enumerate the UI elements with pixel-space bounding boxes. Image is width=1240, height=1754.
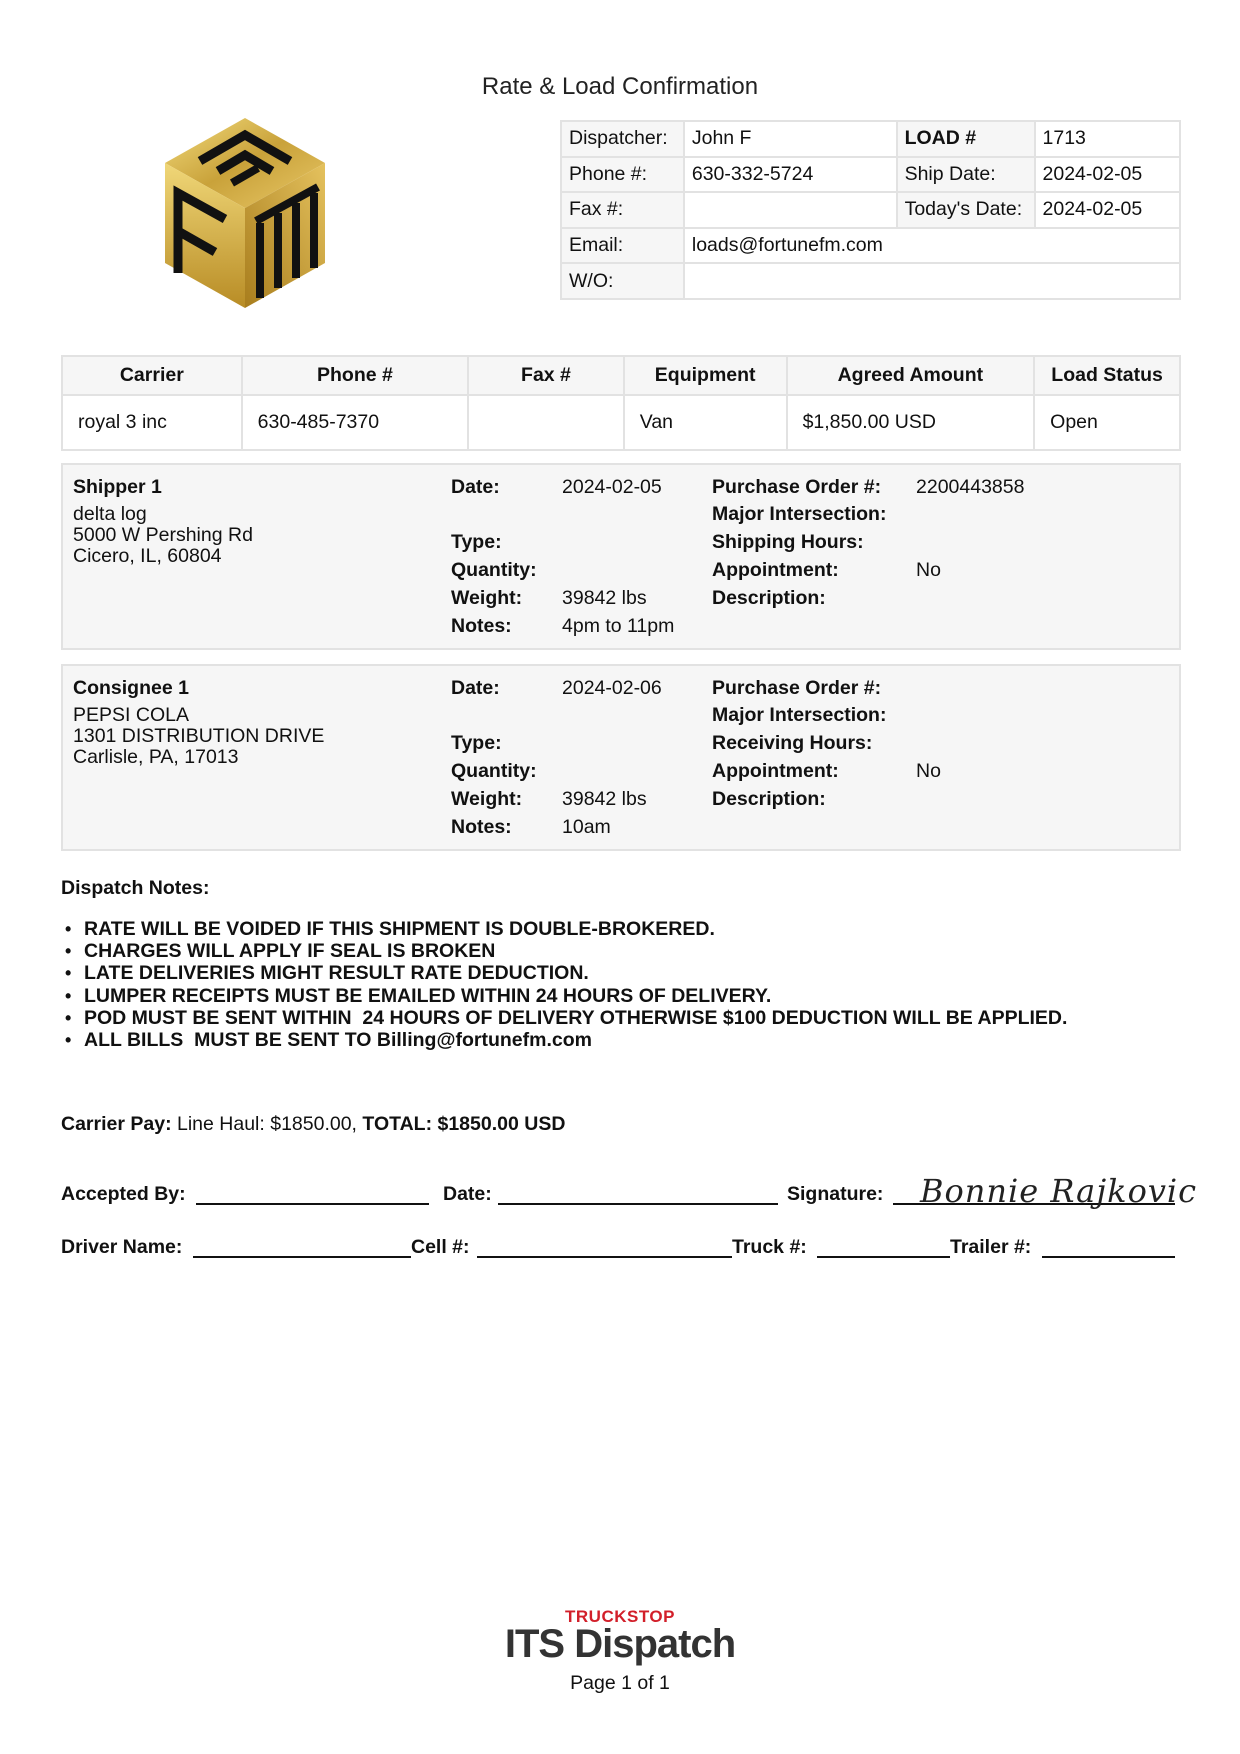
shipper-weight-label: Weight: (451, 587, 523, 609)
todays-date-value: 2024-02-05 (1035, 192, 1181, 228)
dispatch-notes-list (61, 918, 1067, 1051)
consignee-quantity-label: Quantity: (451, 760, 537, 782)
list-item: • ALL BILLS MUST BE SENT TO Billing@fortunefm.com (61, 1029, 1067, 1051)
email-value[interactable]: loads@fortunefm.com (684, 228, 1180, 264)
carrier-pay-line-haul: Line Haul: $1850.00, (171, 1113, 363, 1135)
consignee-type-label: Type: (451, 732, 502, 754)
header-load-status: Load Status (1034, 356, 1180, 395)
consignee-appointment: No (916, 760, 941, 782)
shipper-block (61, 463, 1181, 650)
carrier-table (61, 355, 1181, 451)
consignee-date-label: Date: (451, 677, 500, 699)
driver-name-field[interactable] (193, 1256, 411, 1258)
signature-label: Signature: (787, 1183, 884, 1205)
carrier-fax (468, 395, 624, 450)
shipper-address-line1: 5000 W Pershing Rd (73, 524, 253, 546)
consignee-appointment-label: Appointment: (712, 760, 839, 782)
shipper-date: 2024-02-05 (562, 476, 662, 498)
phone-value: 630-332-5724 (684, 157, 897, 193)
consignee-address-line2: Carlisle, PA, 17013 (73, 746, 239, 768)
header-agreed-amount: Agreed Amount (787, 356, 1035, 395)
consignee-description-label: Description: (712, 788, 826, 810)
consignee-block (61, 664, 1181, 851)
carrier-phone: 630-485-7370 (242, 395, 469, 450)
carrier-table-header (62, 356, 1180, 395)
header-carrier: Carrier (62, 356, 242, 395)
document-title: Rate & Load Confirmation (481, 73, 759, 100)
dispatcher-value: John F (684, 121, 897, 157)
shipper-date-label: Date: (451, 476, 500, 498)
shipper-description-label: Description: (712, 587, 826, 609)
shipper-type-label: Type: (451, 531, 502, 553)
header-phone: Phone # (242, 356, 469, 395)
carrier-name: royal 3 inc (62, 395, 242, 450)
shipper-notes-label: Notes: (451, 615, 512, 637)
footer-brand: TRUCKSTOP (565, 1607, 675, 1626)
dispatch-notes-title: Dispatch Notes: (61, 877, 210, 899)
carrier-pay-label: Carrier Pay: (61, 1113, 172, 1135)
shipper-appointment: No (916, 559, 941, 581)
carrier-equipment: Van (624, 395, 787, 450)
shipper-intersection-label: Major Intersection: (712, 503, 887, 525)
list-item: • LATE DELIVERIES MIGHT RESULT RATE DEDUCTION. (61, 962, 1067, 984)
shipper-title: Shipper 1 (73, 476, 162, 498)
shipper-address-line2: Cicero, IL, 60804 (73, 545, 222, 567)
dispatcher-label: Dispatcher: (561, 121, 684, 157)
list-item: • CHARGES WILL APPLY IF SEAL IS BROKEN (61, 940, 1067, 962)
page-number: Page 1 of 1 (570, 1672, 670, 1694)
shipper-appointment-label: Appointment: (712, 559, 839, 581)
header-equipment: Equipment (624, 356, 787, 395)
shipper-quantity-label: Quantity: (451, 559, 537, 581)
company-logo (150, 113, 340, 313)
shipper-weight: 39842 lbs (562, 587, 647, 609)
truck-field[interactable] (817, 1256, 950, 1258)
consignee-hours-label: Receiving Hours: (712, 732, 873, 754)
truck-label: Truck #: (732, 1236, 807, 1258)
consignee-po-label: Purchase Order #: (712, 677, 882, 699)
ship-date-value: 2024-02-05 (1035, 157, 1181, 193)
email-label: Email: (561, 228, 684, 264)
ship-date-label: Ship Date: (897, 157, 1035, 193)
list-item: • RATE WILL BE VOIDED IF THIS SHIPMENT IS DOUBLE-BROKERED. (61, 918, 1067, 940)
wo-label: W/O: (561, 263, 684, 299)
cell-label: Cell #: (411, 1236, 470, 1258)
shipper-hours-label: Shipping Hours: (712, 531, 864, 553)
carrier-pay (61, 1113, 565, 1136)
consignee-name: PEPSI COLA (73, 704, 189, 726)
shipper-po-label: Purchase Order #: (712, 476, 882, 498)
handwritten-signature: Bonnie Rajkovic (920, 1172, 1198, 1210)
accept-date-field[interactable] (498, 1203, 778, 1205)
table-row (62, 395, 1180, 450)
carrier-load-status: Open (1034, 395, 1180, 450)
wo-value (684, 263, 1180, 299)
header-fax: Fax # (468, 356, 624, 395)
cell-field[interactable] (477, 1256, 732, 1258)
accepted-by-field[interactable] (196, 1203, 429, 1205)
driver-name-label: Driver Name: (61, 1236, 183, 1258)
consignee-address-line1: 1301 DISTRIBUTION DRIVE (73, 725, 325, 747)
accept-date-label: Date: (443, 1183, 492, 1205)
shipper-name: delta log (73, 503, 147, 525)
todays-date-label: Today's Date: (897, 192, 1035, 228)
trailer-label: Trailer #: (950, 1236, 1032, 1258)
fax-value (684, 192, 897, 228)
consignee-title: Consignee 1 (73, 677, 189, 699)
carrier-agreed-amount: $1,850.00 USD (787, 395, 1035, 450)
shipper-notes: 4pm to 11pm (562, 615, 675, 637)
consignee-date: 2024-02-06 (562, 677, 662, 699)
carrier-pay-total: TOTAL: $1850.00 USD (362, 1113, 566, 1135)
consignee-intersection-label: Major Intersection: (712, 704, 887, 726)
phone-label: Phone #: (561, 157, 684, 193)
accepted-by-label: Accepted By: (61, 1183, 186, 1205)
list-item: • LUMPER RECEIPTS MUST BE EMAILED WITHIN 24 HOURS OF DELIVERY. (61, 985, 1067, 1007)
trailer-field[interactable] (1042, 1256, 1175, 1258)
consignee-notes-label: Notes: (451, 816, 512, 838)
fax-label: Fax #: (561, 192, 684, 228)
consignee-weight-label: Weight: (451, 788, 523, 810)
load-label: LOAD # (897, 121, 1035, 157)
consignee-weight: 39842 lbs (562, 788, 647, 810)
footer-product-name: ITS Dispatch (504, 1622, 736, 1666)
load-value: 1713 (1035, 121, 1181, 157)
list-item: • POD MUST BE SENT WITHIN 24 HOURS OF DELIVERY OTHERWISE $100 DEDUCTION WILL BE APPLIED. (61, 1007, 1067, 1029)
dispatch-info-table (560, 120, 1181, 300)
consignee-notes: 10am (562, 816, 611, 838)
shipper-po: 2200443858 (916, 476, 1025, 498)
